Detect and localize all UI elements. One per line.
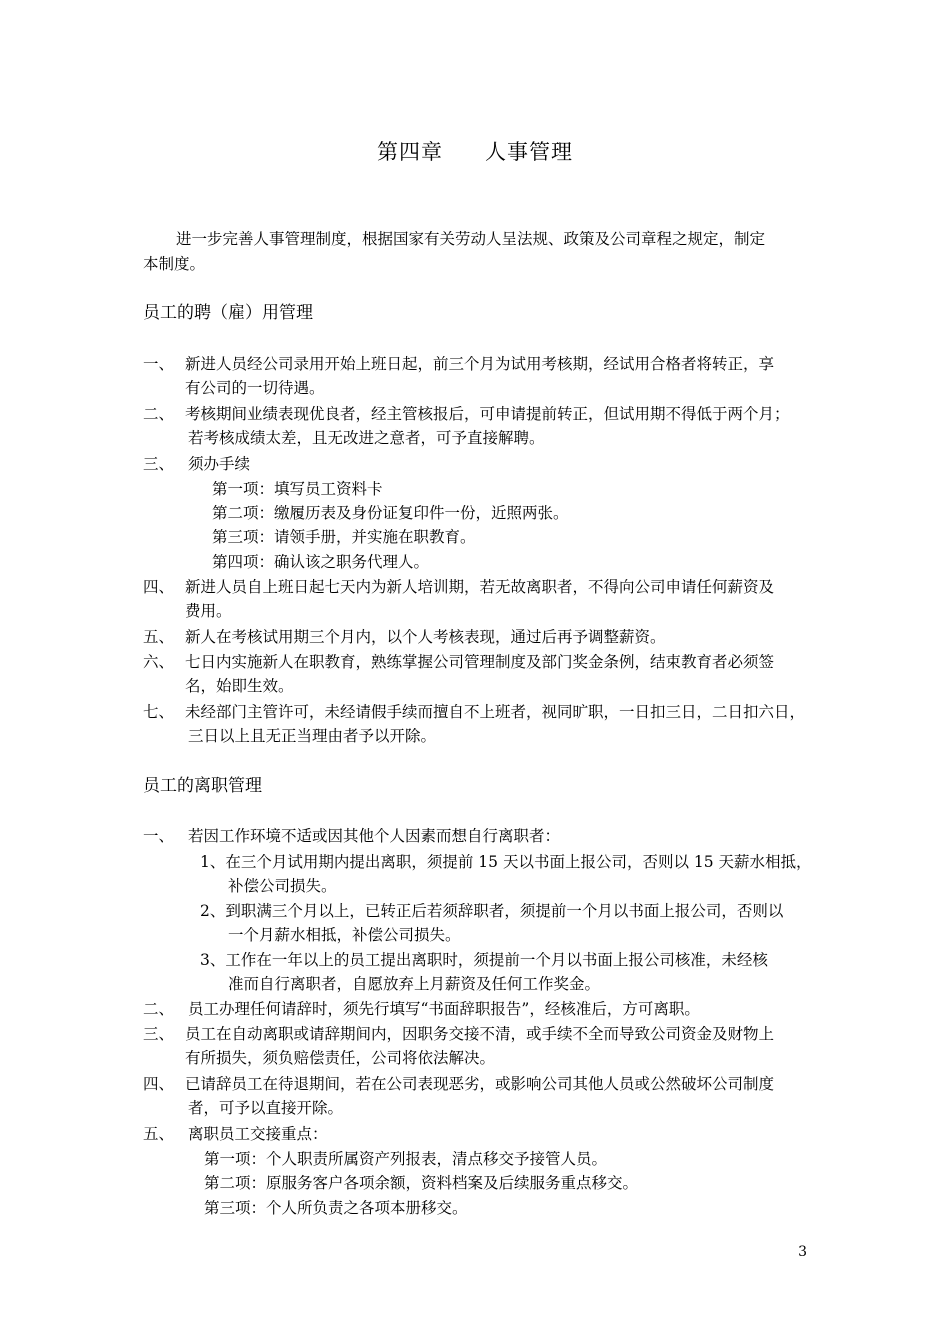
section-heading-resignation: 员工的离职管理	[143, 776, 262, 796]
hiring-item-7: 七、 未经部门主管许可，未经请假手续而擅自不上班者，视同旷职，一日扣三日，二日扣六日，	[143, 703, 806, 721]
resign-sub-1-cont: 补偿公司损失。	[228, 877, 337, 895]
hiring-item-5: 五、 新人在考核试用期三个月内，以个人考核表现，通过后再予调整薪资。	[143, 628, 666, 646]
hiring-item-6: 六、 七日内实施新人在职教育，熟练掌握公司管理制度及部门奖金条例，结束教育者必须签	[143, 653, 775, 671]
procedure-item: 第二项：缴履历表及身份证复印件一份，近照两张。	[212, 504, 569, 522]
resign-sub-3: 3、工作在一年以上的员工提出离职时，须提前一个月以书面上报公司核准，未经核	[200, 951, 768, 969]
chapter-number: 第四章	[377, 140, 443, 164]
intro-line-1: 进一步完善人事管理制度，根据国家有关劳动人呈法规、政策及公司章程之规定，制定	[176, 230, 766, 248]
resign-sub-2: 2、到职满三个月以上，已转正后若须辞职者，须提前一个月以书面上报公司，否则以	[200, 902, 784, 920]
resign-sub-1: 1、在三个月试用期内提出离职，须提前 15 天以书面上报公司，否则以 15 天薪水相抵，	[200, 853, 812, 871]
handover-item: 第一项：个人职责所属资产列报表，清点移交予接管人员。	[204, 1150, 608, 1168]
handover-item: 第三项：个人所负责之各项本册移交。	[204, 1199, 468, 1217]
hiring-item-6-cont: 名，始即生效。	[185, 677, 294, 695]
section-heading-hiring: 员工的聘（雇）用管理	[143, 303, 313, 323]
procedure-item: 第四项：确认该之职务代理人。	[212, 553, 430, 571]
hiring-item-1-cont: 有公司的一切待遇。	[185, 379, 325, 397]
chapter-name: 人事管理	[485, 140, 573, 164]
resign-item-1: 一、 若因工作环境不适或因其他个人因素而想自行离职者：	[143, 827, 561, 845]
chapter-title	[0, 136, 950, 166]
procedure-item: 第三项：请领手册，并实施在职教育。	[212, 528, 476, 546]
resign-item-4: 四、 已请辞员工在待退期间，若在公司表现恶劣，或影响公司其他人员或公然破坏公司制度	[143, 1075, 775, 1093]
resign-item-4-cont: 者，可予以直接开除。	[188, 1099, 344, 1117]
resign-item-2: 二、 员工办理任何请辞时，须先行填写“书面辞职报告”，经核准后，方可离职。	[143, 1000, 700, 1018]
hiring-item-1: 一、 新进人员经公司录用开始上班日起，前三个月为试用考核期，经试用合格者将转正，享	[143, 355, 775, 373]
intro-line-2: 本制度。	[143, 255, 206, 273]
handover-item: 第二项：原服务客户各项余额，资料档案及后续服务重点移交。	[204, 1174, 639, 1192]
resign-item-3-cont: 有所损失，须负赔偿责任，公司将依法解决。	[185, 1049, 496, 1067]
procedure-item: 第一项：填写员工资料卡	[212, 480, 383, 498]
hiring-item-3: 三、 须办手续	[143, 455, 251, 473]
resign-item-3: 三、 员工在自动离职或请辞期间内，因职务交接不清，或手续不全而导致公司资金及财物上	[143, 1025, 775, 1043]
resign-item-5: 五、 离职员工交接重点：	[143, 1125, 328, 1143]
hiring-item-4-cont: 费用。	[185, 602, 232, 620]
resign-sub-2-cont: 一个月薪水相抵，补偿公司损失。	[228, 926, 461, 944]
hiring-item-2-cont: 若考核成绩太差，且无改进之意者，可予直接解聘。	[188, 429, 545, 447]
hiring-item-7-cont: 三日以上且无正当理由者予以开除。	[188, 727, 437, 745]
hiring-item-2: 二、 考核期间业绩表现优良者，经主管核报后，可申请提前转正，但试用期不得低于两个月；	[143, 405, 790, 423]
hiring-item-4: 四、 新进人员自上班日起七天内为新人培训期，若无故离职者，不得向公司申请任何薪资及	[143, 578, 775, 596]
page-number: 3	[798, 1244, 807, 1260]
resign-sub-3-cont: 准而自行离职者，自愿放弃上月薪资及任何工作奖金。	[228, 975, 601, 993]
